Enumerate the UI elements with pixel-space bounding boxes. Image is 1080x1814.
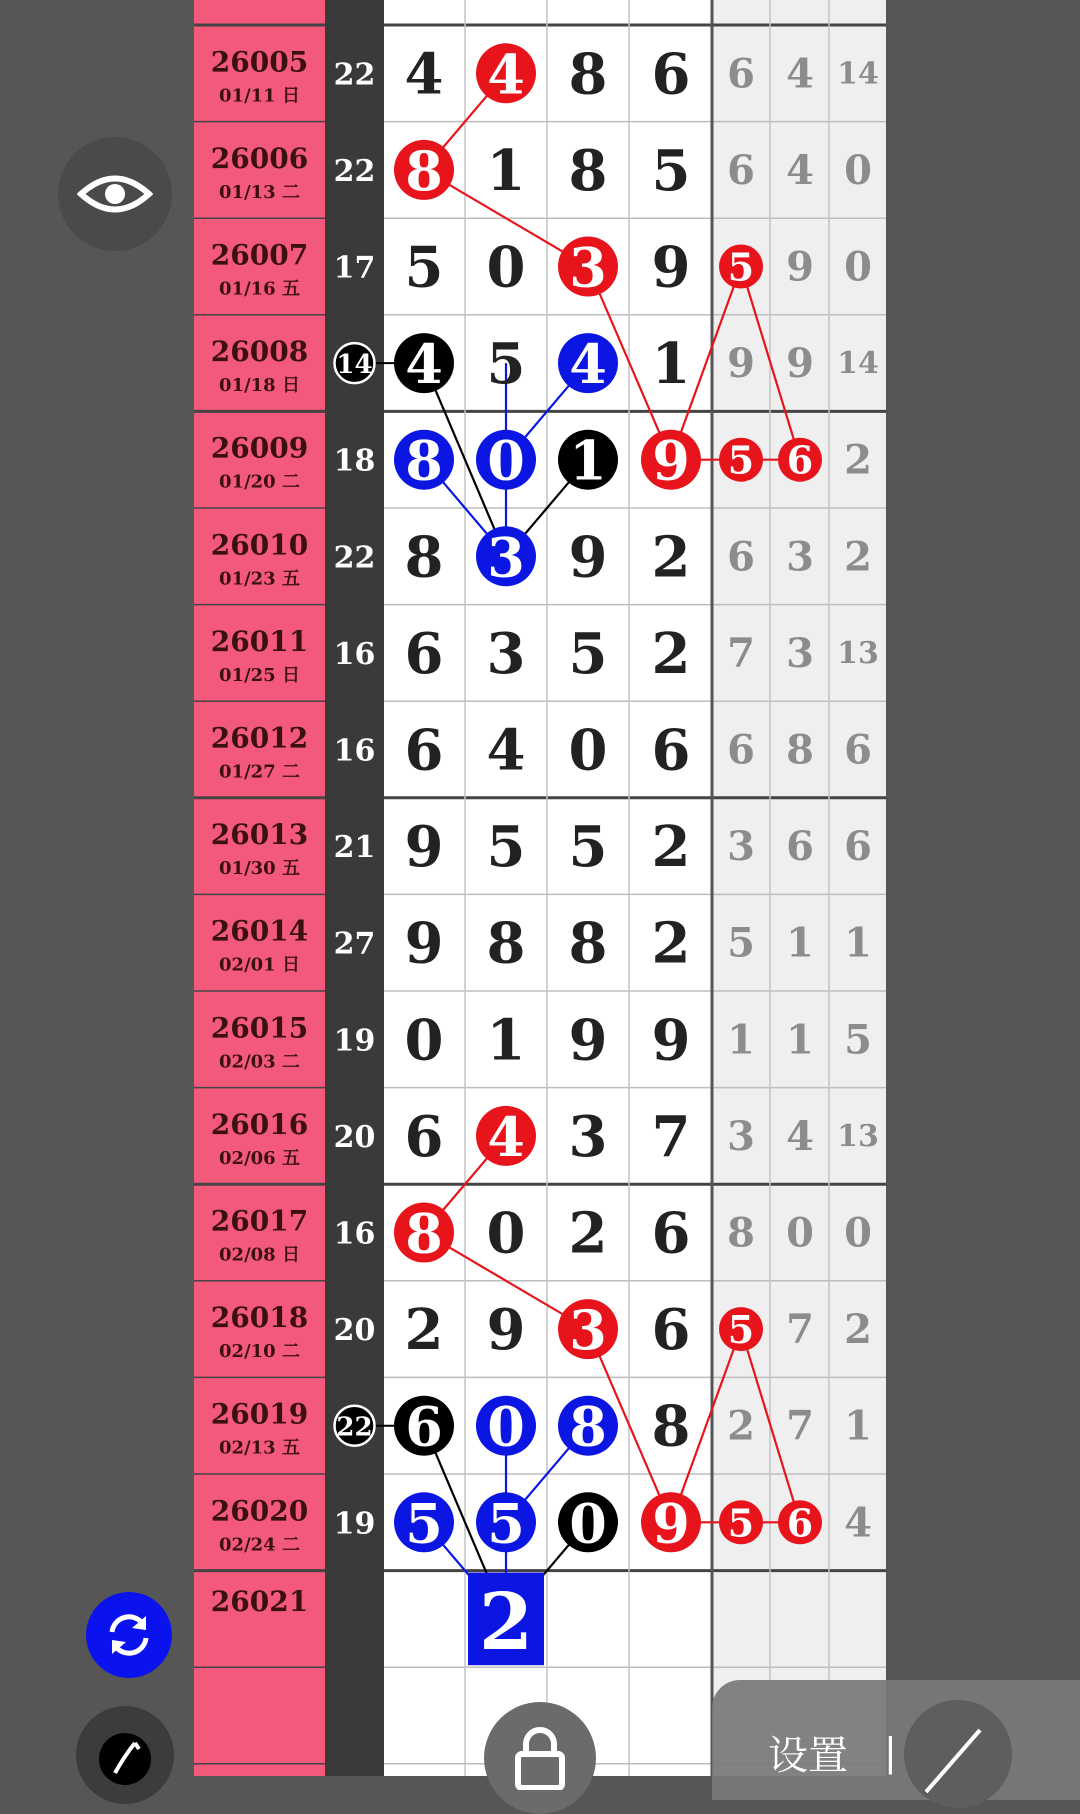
- digit-value: 0: [569, 1491, 607, 1556]
- digit-value: 1: [486, 1007, 526, 1074]
- stat-value: 5: [727, 1500, 755, 1546]
- period-number: 26009: [210, 431, 309, 465]
- digit-value: 6: [651, 717, 691, 784]
- stat-value: 5: [727, 244, 755, 290]
- digit-value: 5: [651, 137, 691, 204]
- digit-value: 8: [568, 41, 608, 108]
- digit-value: 8: [404, 524, 444, 591]
- digit-value: 6: [404, 717, 444, 784]
- stat-value: 2: [844, 1306, 872, 1354]
- period-number: 26011: [210, 624, 309, 658]
- period-number: 26018: [210, 1301, 309, 1335]
- digit-value: 9: [652, 428, 690, 493]
- stat-value: 8: [786, 726, 814, 774]
- digit-value: 3: [487, 525, 525, 590]
- draw-date: 01/30 五: [219, 858, 300, 880]
- stat-value: 9: [786, 243, 814, 291]
- digit-value: 9: [404, 814, 444, 881]
- draw-date: 01/23 五: [219, 568, 300, 590]
- period-number: 26008: [210, 335, 309, 369]
- digit-value: 6: [651, 1200, 691, 1267]
- sum-value: 20: [333, 1313, 376, 1349]
- draw-date: 02/01 日: [219, 954, 300, 976]
- eye-icon: [77, 169, 153, 219]
- draw-date: 01/25 日: [219, 664, 300, 686]
- stat-value: 6: [786, 1500, 814, 1546]
- digit-value: 8: [486, 910, 526, 977]
- stat-value: 4: [786, 146, 814, 194]
- digit-value: 3: [486, 620, 526, 687]
- digit-value: 6: [405, 1394, 443, 1459]
- stat-value: 1: [844, 1402, 872, 1450]
- stat-value: 1: [786, 1016, 814, 1064]
- stat-value: 5: [844, 1016, 872, 1064]
- digit-value: 5: [404, 234, 444, 301]
- sum-value: 16: [333, 733, 376, 769]
- sum-value: 18: [333, 443, 376, 479]
- draw-date: 01/20 二: [219, 471, 300, 493]
- stat-value: 6: [844, 823, 872, 871]
- digit-value: 8: [569, 1394, 607, 1459]
- toggle-visibility-button[interactable]: [58, 137, 172, 251]
- digit-value: 9: [568, 1007, 608, 1074]
- draw-date: 02/08 日: [219, 1244, 300, 1266]
- digit-value: 4: [569, 332, 607, 397]
- digit-value: 5: [486, 814, 526, 881]
- stat-value: 6: [727, 726, 755, 774]
- sum-value: 16: [333, 1216, 376, 1252]
- sum-value: 27: [333, 926, 376, 962]
- stat-value: 3: [786, 533, 814, 581]
- sum-value: 21: [333, 830, 376, 866]
- stat-value: 6: [786, 823, 814, 871]
- stat-value: 5: [727, 437, 755, 483]
- stat-value: 4: [844, 1499, 872, 1547]
- digit-value: 0: [486, 234, 526, 301]
- line-tool-button[interactable]: [904, 1700, 1012, 1808]
- sync-icon: [104, 1610, 154, 1660]
- stat-value: 1: [727, 1016, 755, 1064]
- digit-value: 6: [651, 1297, 691, 1364]
- digit-value: 2: [651, 814, 691, 881]
- digit-value: 3: [568, 1103, 608, 1170]
- sum-value: 19: [333, 1506, 376, 1542]
- stat-value: 2: [844, 533, 872, 581]
- period-number: 26019: [210, 1397, 309, 1431]
- lock-button[interactable]: [484, 1702, 596, 1814]
- digit-value: 9: [404, 910, 444, 977]
- draw-date: 01/18 日: [219, 375, 300, 397]
- stat-value: 9: [786, 340, 814, 388]
- draw-date: 01/13 二: [219, 181, 300, 203]
- sum-value: 19: [333, 1023, 376, 1059]
- draw-date: 01/27 二: [219, 761, 300, 783]
- period-number: 26017: [210, 1204, 309, 1238]
- sum-value: 14: [336, 350, 373, 381]
- digit-value: 8: [651, 1393, 691, 1460]
- period-number: 26006: [210, 141, 309, 175]
- digit-value: 6: [404, 1103, 444, 1170]
- period-number: 26007: [210, 238, 309, 272]
- digit-value: 8: [568, 910, 608, 977]
- period-number: 26014: [210, 914, 309, 948]
- digit-value: 7: [651, 1103, 691, 1170]
- stat-value: 7: [727, 629, 755, 677]
- stat-value: 0: [844, 243, 872, 291]
- stat-value: 0: [844, 1209, 872, 1257]
- stat-value: 6: [727, 146, 755, 194]
- stat-value: 13: [837, 635, 879, 671]
- stat-value: 4: [786, 1112, 814, 1160]
- draw-date: 02/06 五: [219, 1147, 300, 1169]
- stat-value: 3: [727, 1112, 755, 1160]
- digit-value: 0: [568, 717, 608, 784]
- draw-date: 02/13 五: [219, 1437, 300, 1459]
- period-number: 26010: [210, 528, 309, 562]
- stat-value: 13: [837, 1118, 879, 1154]
- period-number: 26016: [210, 1107, 309, 1141]
- sum-value: 22: [333, 540, 376, 576]
- digit-value: 9: [486, 1297, 526, 1364]
- stat-value: 1: [844, 919, 872, 967]
- stat-value: 3: [786, 629, 814, 677]
- digit-value: 4: [486, 717, 526, 784]
- stat-value: 6: [786, 437, 814, 483]
- settings-button[interactable]: 设置: [768, 1733, 848, 1779]
- draw-date: 01/11 日: [219, 85, 300, 107]
- digit-value: 2: [568, 1200, 608, 1267]
- digit-value: 9: [651, 234, 691, 301]
- stat-value: 8: [727, 1209, 755, 1257]
- digit-value: 2: [651, 910, 691, 977]
- digit-value: 1: [486, 137, 526, 204]
- digit-value: 9: [568, 524, 608, 591]
- toolbar-separator: |: [884, 1730, 897, 1774]
- stat-value: 2: [844, 436, 872, 484]
- sum-value: 22: [336, 1412, 373, 1443]
- digit-value: 0: [486, 1200, 526, 1267]
- digit-value: 8: [405, 138, 443, 203]
- stat-value: 6: [844, 726, 872, 774]
- digit-value: 2: [651, 524, 691, 591]
- digit-value: 5: [405, 1491, 443, 1556]
- digit-value: 2: [404, 1297, 444, 1364]
- stat-value: 2: [727, 1402, 755, 1450]
- sum-value: 17: [333, 250, 376, 286]
- lock-icon: [512, 1726, 568, 1790]
- period-number: 26015: [210, 1011, 309, 1045]
- stat-value: 6: [727, 533, 755, 581]
- digit-value: 5: [487, 1491, 525, 1556]
- stat-value: 5: [727, 1307, 755, 1353]
- digit-value: 4: [487, 42, 525, 107]
- draw-date: 02/03 二: [219, 1051, 300, 1073]
- digit-value: 4: [487, 1104, 525, 1169]
- stat-value: 3: [727, 823, 755, 871]
- sum-value: 16: [333, 636, 376, 672]
- draw-date: 02/24 二: [219, 1534, 300, 1556]
- digit-value: 9: [652, 1491, 690, 1556]
- digit-value: 8: [405, 428, 443, 493]
- draw-date: 02/10 二: [219, 1341, 300, 1363]
- digit-value: 5: [568, 620, 608, 687]
- period-number: 26005: [210, 45, 309, 79]
- period-number: 26012: [210, 721, 309, 755]
- digit-value: 4: [405, 332, 443, 397]
- period-number: 26020: [210, 1494, 309, 1528]
- digit-value: 8: [405, 1201, 443, 1266]
- digit-value: 6: [404, 620, 444, 687]
- draw-button[interactable]: [76, 1706, 174, 1804]
- digit-value: 5: [568, 814, 608, 881]
- digit-value: 4: [404, 41, 444, 108]
- digit-value: 1: [569, 428, 607, 493]
- predicted-digit: 2: [478, 1576, 534, 1668]
- digit-value: 6: [651, 41, 691, 108]
- stat-value: 14: [837, 56, 879, 92]
- stat-value: 14: [837, 346, 879, 382]
- digit-value: 2: [651, 620, 691, 687]
- draw-date: 01/16 五: [219, 278, 300, 300]
- digit-value: 8: [568, 137, 608, 204]
- stat-value: 0: [844, 146, 872, 194]
- digit-value: 1: [651, 331, 691, 398]
- digit-value: 0: [487, 428, 525, 493]
- pen-icon: [95, 1725, 155, 1785]
- digit-value: 3: [569, 235, 607, 300]
- stat-value: 1: [786, 919, 814, 967]
- sum-value: 22: [333, 57, 376, 93]
- refresh-button[interactable]: [86, 1592, 172, 1678]
- period-number: 26021: [210, 1584, 309, 1618]
- stat-value: 5: [727, 919, 755, 967]
- digit-value: 0: [487, 1394, 525, 1459]
- line-tool-icon: [904, 1700, 1012, 1808]
- stat-value: 0: [786, 1209, 814, 1257]
- stat-value: 4: [786, 50, 814, 98]
- stat-value: 7: [786, 1306, 814, 1354]
- sum-value: 20: [333, 1119, 376, 1155]
- digit-value: 5: [486, 331, 526, 398]
- sum-value: 22: [333, 153, 376, 189]
- digit-value: 0: [404, 1007, 444, 1074]
- stat-value: 9: [727, 340, 755, 388]
- period-number: 26013: [210, 818, 309, 852]
- digit-value: 9: [651, 1007, 691, 1074]
- digit-value: 3: [569, 1298, 607, 1363]
- stat-value: 7: [786, 1402, 814, 1450]
- stat-value: 6: [727, 50, 755, 98]
